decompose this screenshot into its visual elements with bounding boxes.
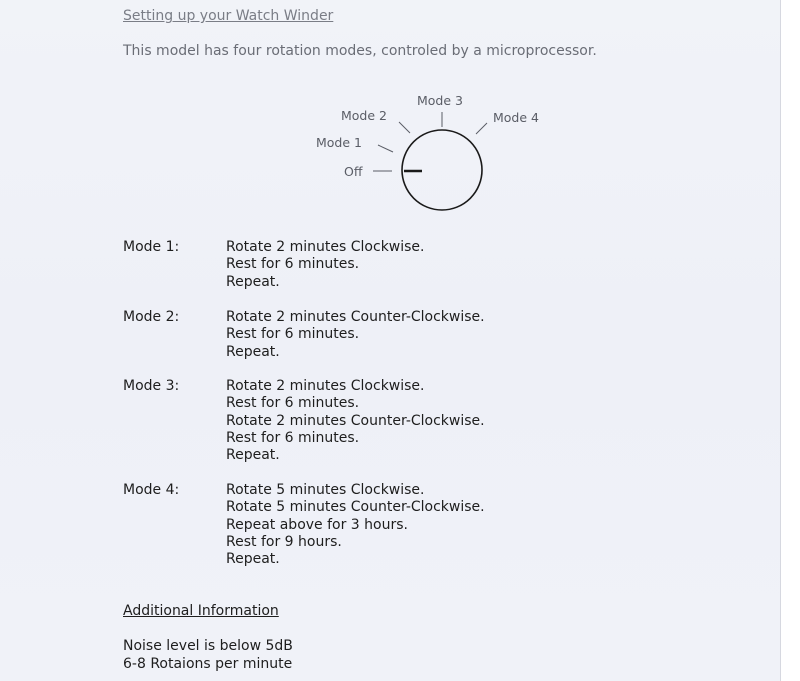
dial-label-off: Off <box>344 164 363 179</box>
noise-level-text: Noise level is below 5dB <box>123 638 293 654</box>
mode-steps <box>226 378 485 464</box>
mode-step: Repeat. <box>226 343 280 360</box>
mode-step: Rest for 6 minutes. <box>226 395 360 412</box>
mode-step: Rotate 2 minutes Clockwise. <box>226 239 425 255</box>
page-title: Setting up your Watch Winder <box>123 8 334 24</box>
mode-label: Mode 2: <box>123 309 180 325</box>
mode-steps <box>226 239 425 291</box>
mode-step: Rest for 9 hours. <box>226 533 342 550</box>
additional-info-heading: Additional Information <box>123 603 279 619</box>
tick-mode2 <box>399 122 410 133</box>
mode-step: Rotate 5 minutes Clockwise. <box>226 482 425 498</box>
mode-step: Rest for 6 minutes. <box>226 326 360 343</box>
mode-step: Repeat above for 3 hours. <box>226 516 408 533</box>
mode-step: Rotate 2 minutes Counter-Clockwise. <box>226 412 485 429</box>
rotation-speed-text: 6-8 Rotaions per minute <box>123 656 293 672</box>
mode-steps <box>226 309 485 361</box>
mode-step: Rest for 6 minutes. <box>226 256 360 273</box>
intro-text: This model has four rotation modes, controled by a microprocessor. <box>123 43 597 59</box>
mode-step: Rotate 2 minutes Clockwise. <box>226 378 425 394</box>
mode-step: Repeat. <box>226 447 280 464</box>
mode-label: Mode 4: <box>123 482 180 498</box>
dial-label-mode4: Mode 4 <box>493 110 539 125</box>
mode-step: Repeat. <box>226 273 280 290</box>
mode-step: Rotate 5 minutes Counter-Clockwise. <box>226 499 485 516</box>
tick-mode4 <box>476 123 487 134</box>
mode-label: Mode 3: <box>123 378 180 394</box>
mode-step: Rest for 6 minutes. <box>226 429 360 446</box>
mode-step: Rotate 2 minutes Counter-Clockwise. <box>226 309 485 325</box>
mode-label: Mode 1: <box>123 239 180 255</box>
mode-dial-diagram <box>300 88 560 213</box>
mode-step: Repeat. <box>226 551 280 568</box>
tick-mode1 <box>378 145 393 152</box>
dial-label-mode2: Mode 2 <box>341 108 387 123</box>
mode-steps <box>226 482 485 568</box>
dial-label-mode1: Mode 1 <box>316 135 362 150</box>
dial-label-mode3: Mode 3 <box>417 93 463 108</box>
